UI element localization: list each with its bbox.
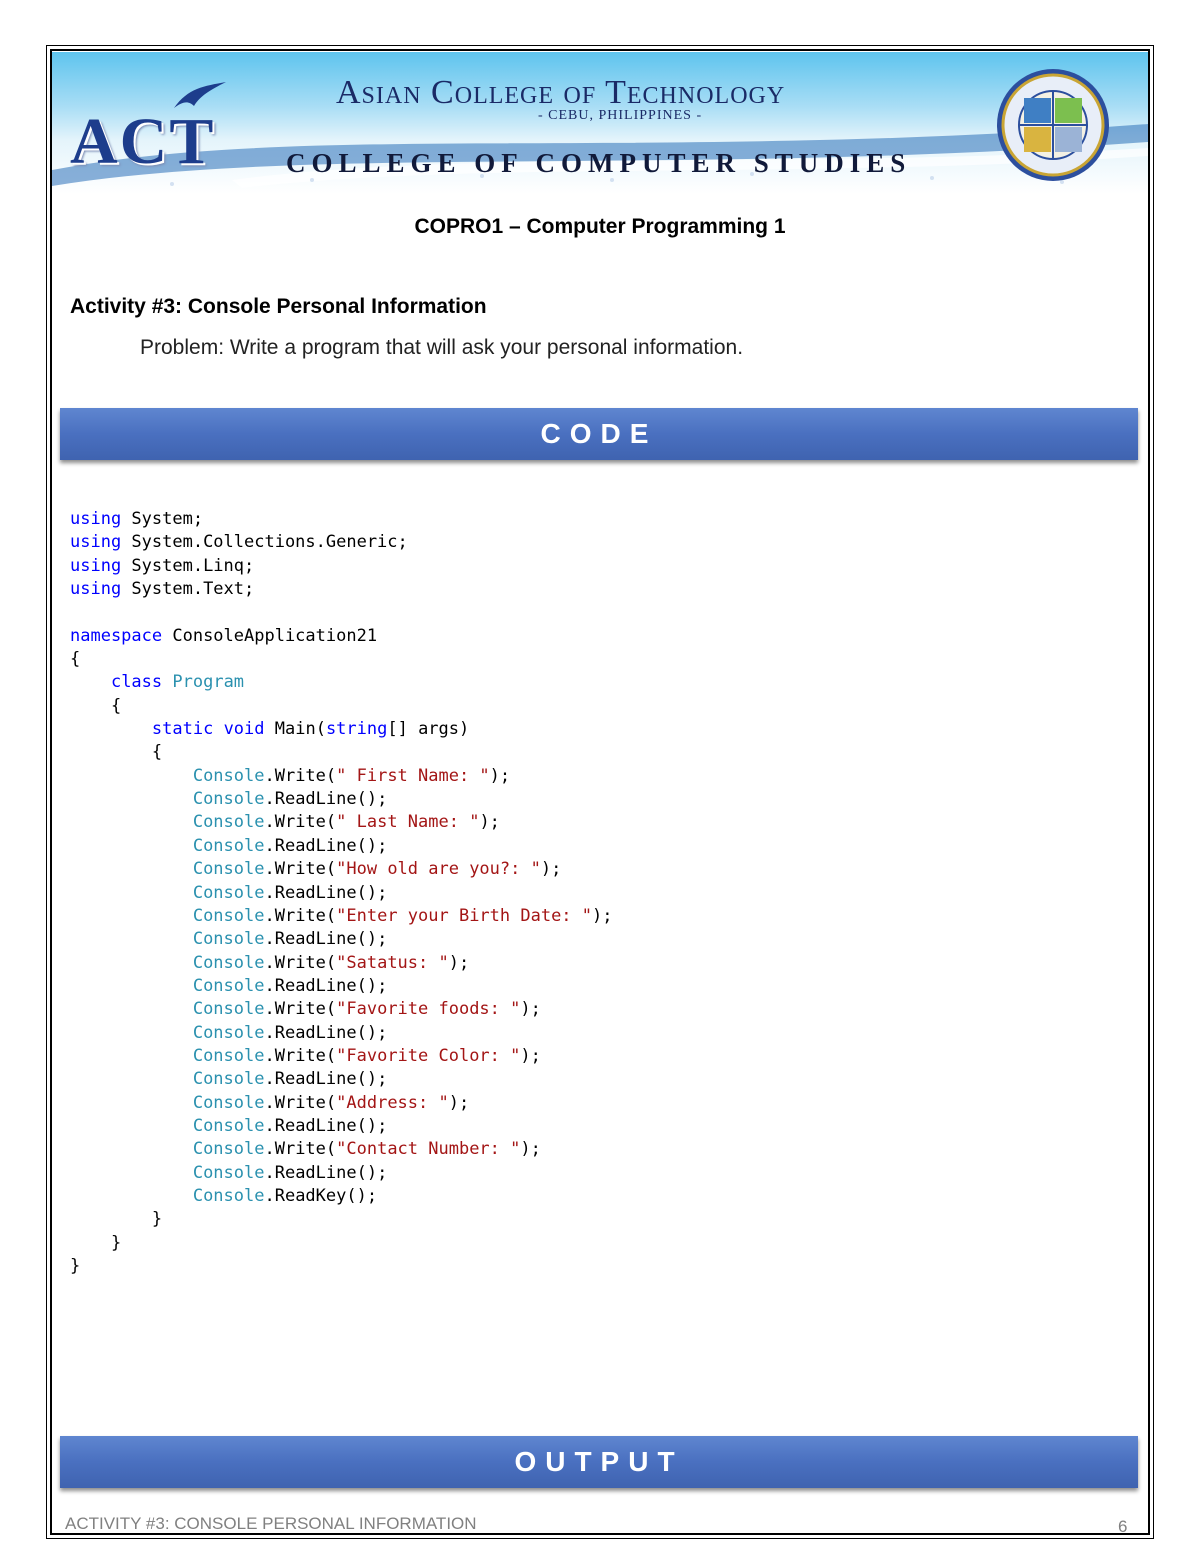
code-line: namespace ConsoleApplication21: [70, 625, 378, 646]
school-name: Asian College of Technology: [336, 74, 786, 111]
code-block: [70, 508, 613, 1278]
department-name: COLLEGE OF COMPUTER STUDIES: [286, 148, 912, 178]
code-line: Console.ReadLine();: [192, 1069, 388, 1090]
code-line: Console.Write(" Last Name: ");: [192, 812, 500, 833]
code-line: Console.ReadKey();: [192, 1185, 378, 1206]
code-line: {: [70, 695, 122, 716]
code-line: Console.ReadLine();: [192, 929, 388, 950]
code-line: Console.Write("Address: ");: [192, 1092, 470, 1113]
code-line: using System.Text;: [70, 579, 255, 600]
output-section-header: OUTPUT: [60, 1436, 1138, 1488]
college-seal-icon: [994, 66, 1112, 184]
code-line: Console.Write("Favorite Color: ");: [192, 1045, 541, 1066]
code-line: using System.Linq;: [70, 555, 255, 576]
code-line: {: [70, 742, 163, 763]
problem-statement: Problem: Write a program that will ask your personal information.: [140, 336, 744, 359]
header-banner: [52, 52, 1148, 194]
code-line: Console.Write("Favorite foods: ");: [192, 999, 541, 1020]
code-line: Console.ReadLine();: [192, 1022, 388, 1043]
activity-title: Activity #3: Console Personal Information: [70, 295, 487, 318]
code-line: Console.Write("Enter your Birth Date: ");: [192, 905, 613, 926]
page-number: 6: [1118, 1517, 1128, 1536]
code-section-header: CODE: [60, 408, 1138, 460]
footer-title: ACTIVITY #3: CONSOLE PERSONAL INFORMATION: [65, 1514, 477, 1533]
code-line: using System;: [70, 509, 204, 529]
course-title: COPRO1 – Computer Programming 1: [414, 215, 786, 238]
code-line: Console.Write("Satatus: ");: [192, 952, 470, 973]
code-line: using System.Collections.Generic;: [70, 532, 408, 553]
code-line: }: [70, 1232, 122, 1253]
code-line: Console.ReadLine();: [192, 975, 388, 996]
code-line: Console.ReadLine();: [192, 882, 388, 903]
code-line: class Program: [110, 672, 245, 693]
code-line: Console.ReadLine();: [192, 1162, 388, 1183]
code-line: {: [70, 649, 81, 670]
act-logo: ACT: [70, 105, 216, 178]
code-line: }: [70, 1256, 81, 1276]
code-line: Console.Write("How old are you?: ");: [192, 859, 562, 880]
code-line: Console.ReadLine();: [192, 835, 388, 856]
code-line: Console.ReadLine();: [192, 1115, 388, 1136]
code-line: }: [70, 1209, 163, 1230]
code-line: Console.ReadLine();: [192, 789, 388, 810]
code-line: static void Main(string[] args): [151, 719, 470, 740]
school-location: - CEBU, PHILIPPINES -: [538, 108, 703, 123]
code-line: Console.Write("Contact Number: ");: [192, 1139, 541, 1160]
code-line: [70, 601, 613, 624]
code-line: Console.Write(" First Name: ");: [192, 765, 511, 786]
